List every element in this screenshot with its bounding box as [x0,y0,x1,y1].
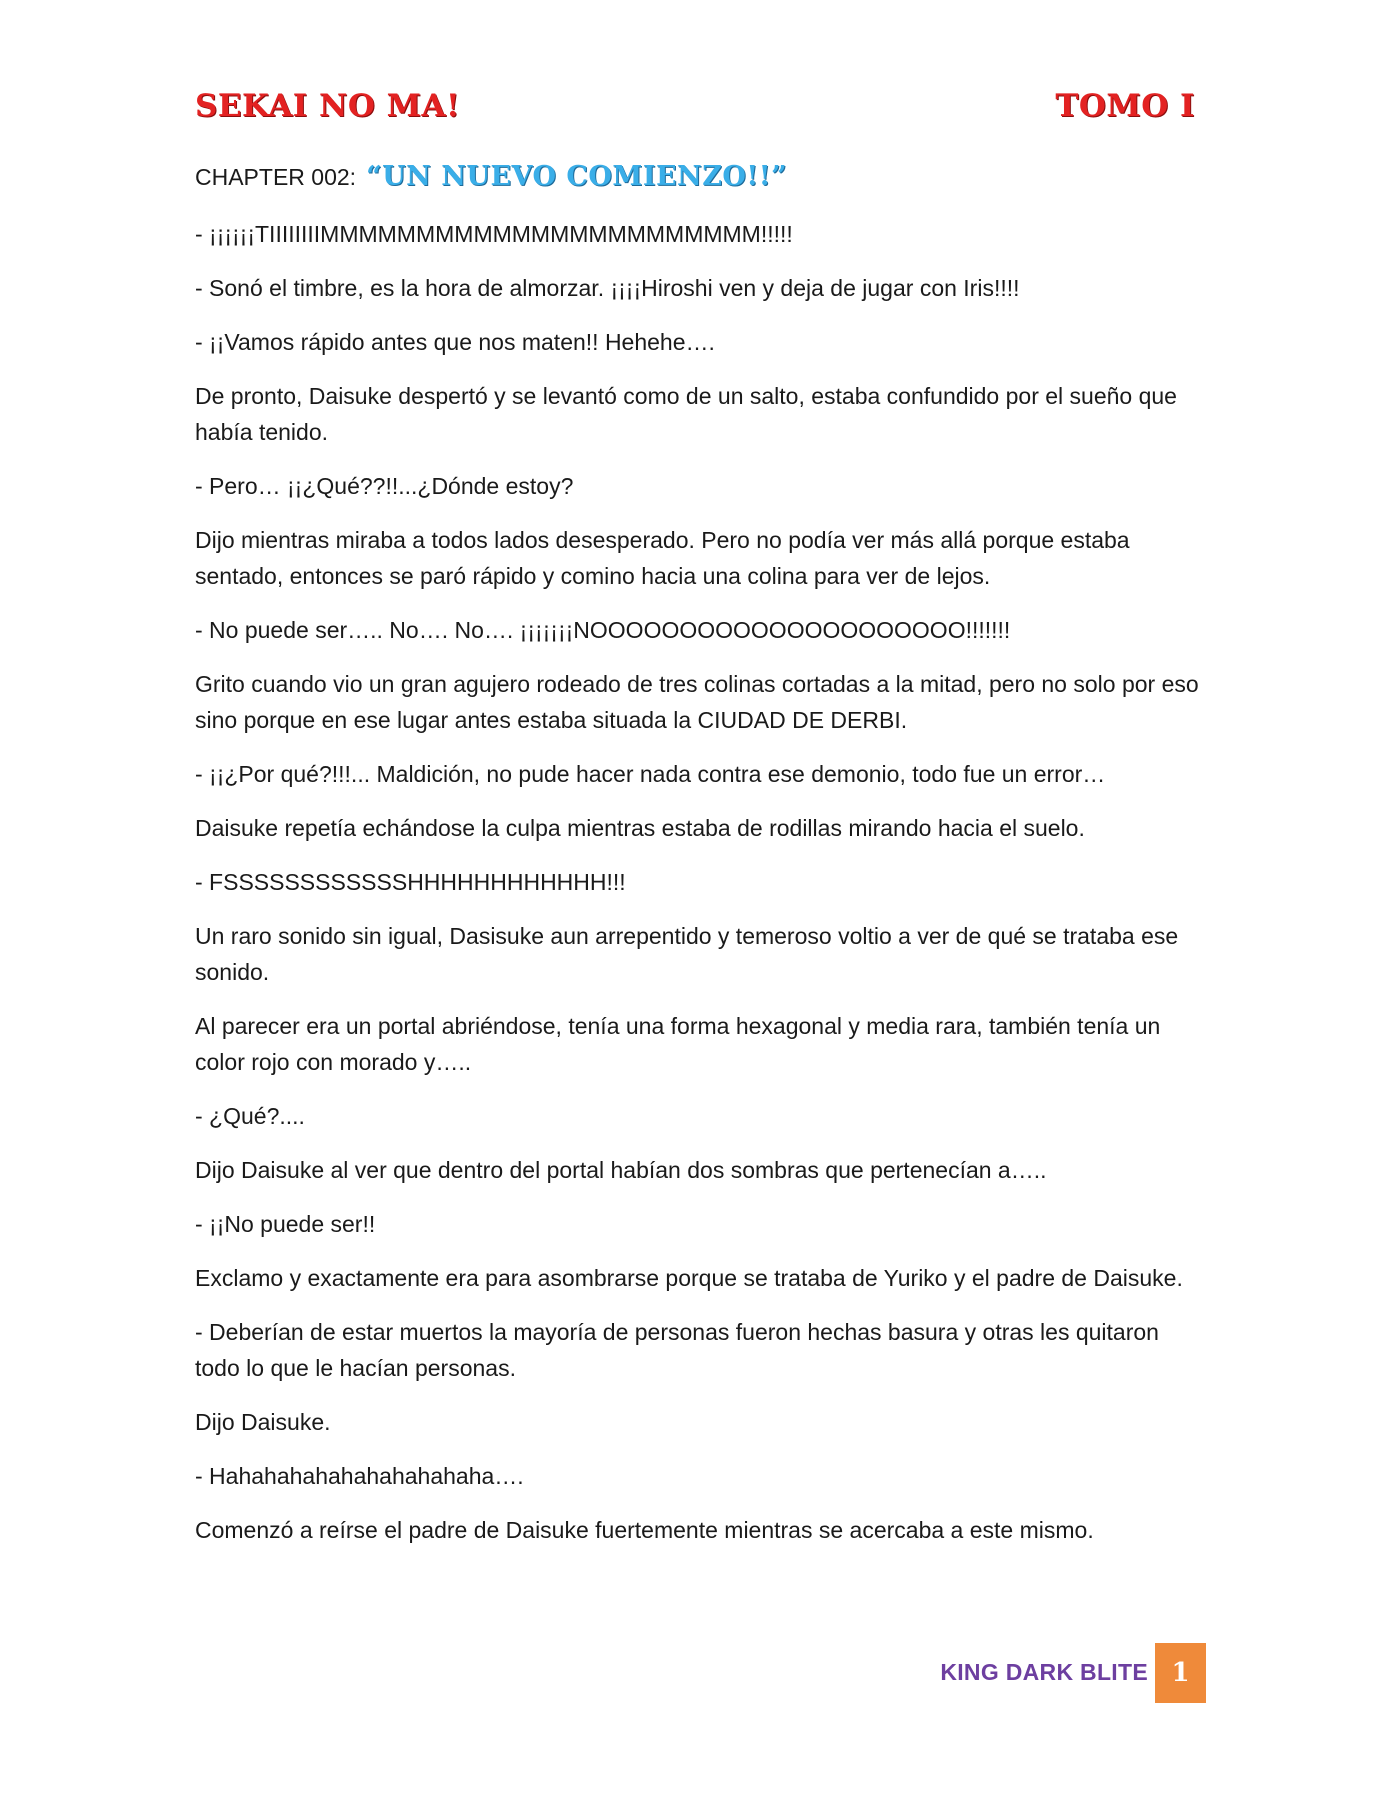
paragraph: Dijo Daisuke al ver que dentro del portal habían dos sombras que pertenecían a….. [195,1157,1047,1183]
paragraph: Exclamo y exactamente era para asombrarse porque se trataba de Yuriko y el padre de Daisuke. [195,1265,1183,1291]
paragraph: - ¡¡Vamos rápido antes que nos maten!! Hehehe…. [195,329,715,355]
page-footer [0,1643,1400,1703]
paragraph: - ¿Qué?.... [195,1103,305,1129]
paragraph: Daisuke repetía echándose la culpa mientras estaba de rodillas mirando hacia el suelo. [195,815,1085,841]
chapter-title: “UN NUEVO COMIENZO!!” [366,161,788,192]
paragraph: - Hahahahahahahahahahaha…. [195,1463,524,1489]
paragraph: Al parecer era un portal abriéndose, tenía una forma hexagonal y media rara, también tenía un color rojo con morado y….. [195,1013,1161,1075]
paragraph: - ¡¡¿Por qué?!!!... Maldición, no pude hacer nada contra ese demonio, todo fue un error… [195,761,1106,787]
page-header [195,88,1195,132]
page-content [195,160,1205,1566]
paragraph: - ¡¡No puede ser!! [195,1211,376,1237]
paragraph: Dijo Daisuke. [195,1409,331,1435]
paragraph: De pronto, Daisuke despertó y se levantó como de un salto, estaba confundido por el sueño que había tenido. [195,383,1177,445]
paragraph: Dijo mientras miraba a todos lados desesperado. Pero no podía ver más allá porque estaba sentado, entonces se paró rápido y comino hacia una colina para ver de lejos. [195,527,1130,589]
series-title: SEKAI NO MA! [195,88,461,124]
paragraph: - Deberían de estar muertos la mayoría de personas fueron hechas basura y otras les quitaron todo lo que le hacían personas. [195,1319,1159,1381]
paragraph: - Pero… ¡¡¿Qué??!!...¿Dónde estoy? [195,473,574,499]
paragraph: - Sonó el timbre, es la hora de almorzar. ¡¡¡¡Hiroshi ven y deja de jugar con Iris!!!! [195,275,1020,301]
paragraph: Comenzó a reírse el padre de Daisuke fuertemente mientras se acercaba a este mismo. [195,1517,1094,1543]
chapter-heading [195,160,1205,194]
paragraph: - No puede ser….. No…. No…. ¡¡¡¡¡¡¡NOOOOOOOOOOOOOOOOOOOOO!!!!!!! [195,617,1011,643]
paragraph: - ¡¡¡¡¡¡TIIIIIIIIMMMMMMMMMMMMMMMMMMMMMMM!!!!! [195,221,793,247]
page-number-badge: 1 [1155,1643,1206,1703]
volume-title: TOMO I [1055,88,1195,124]
author-name: KING DARK BLITE [940,1659,1148,1685]
paragraph: Un raro sonido sin igual, Dasisuke aun arrepentido y temeroso voltio a ver de qué se trataba ese sonido. [195,923,1179,985]
paragraph: - FSSSSSSSSSSSSHHHHHHHHHHHH!!! [195,869,626,895]
paragraph: Grito cuando vio un gran agujero rodeado de tres colinas cortadas a la mitad, pero no solo por eso sino porque en ese lugar antes estaba situada la CIUDAD DE DERBI. [195,671,1199,733]
chapter-number: CHAPTER 002: [195,164,357,190]
